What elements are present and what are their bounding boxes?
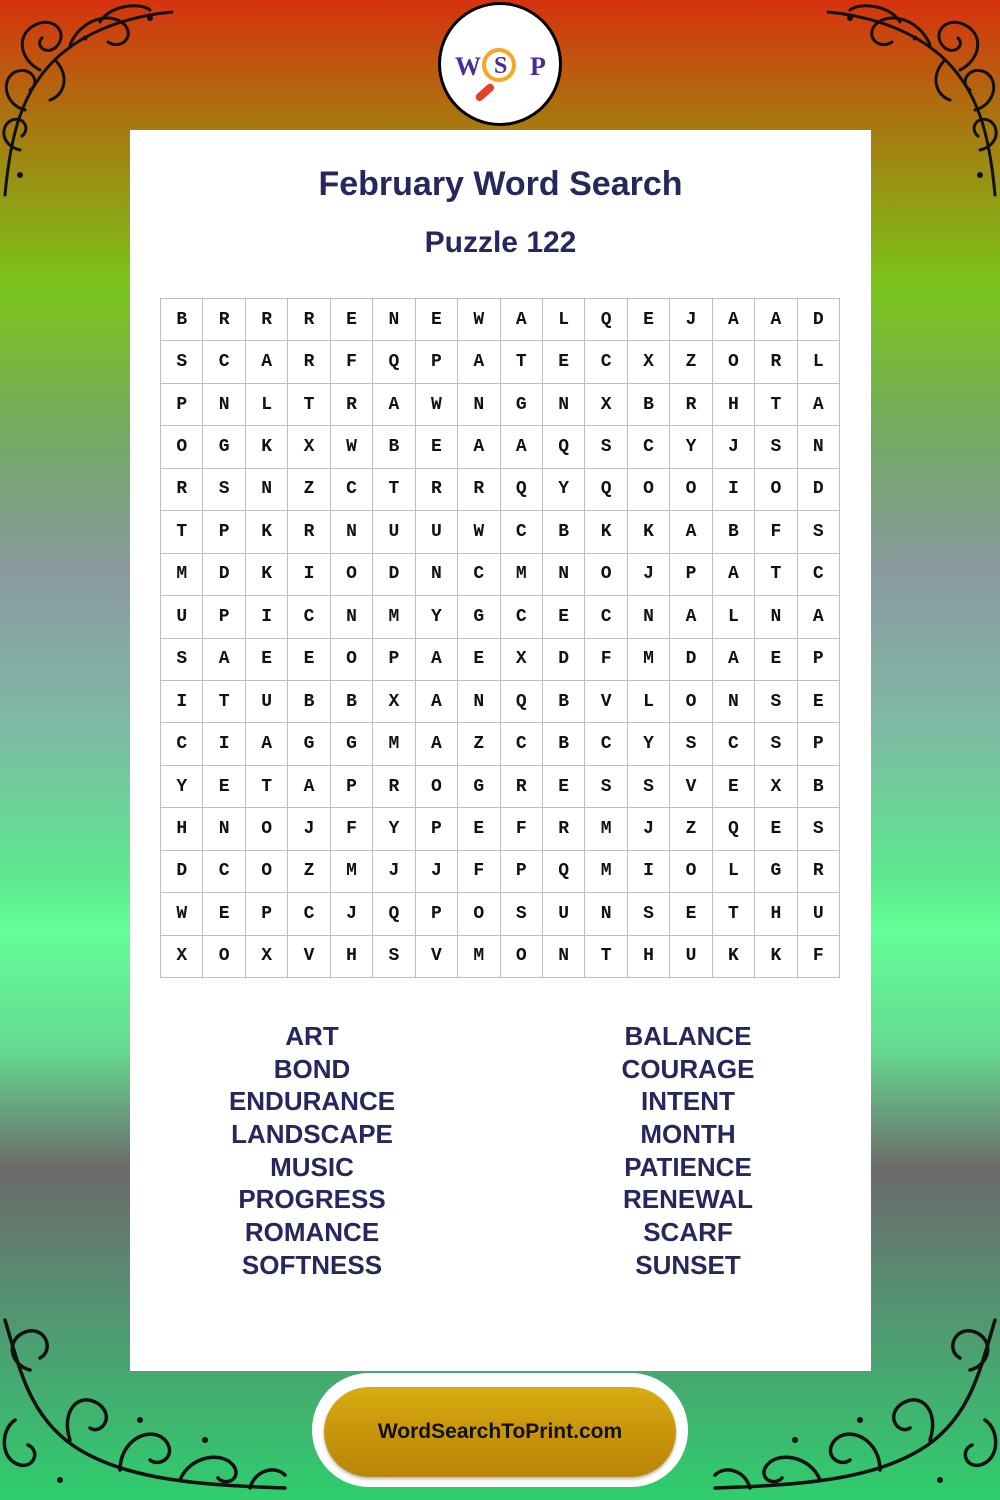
grid-cell[interactable]: B xyxy=(628,384,670,426)
grid-cell[interactable]: L xyxy=(628,681,670,723)
grid-cell[interactable]: D xyxy=(373,554,415,596)
page-title: February Word Search xyxy=(318,165,683,203)
grid-cell[interactable]: Y xyxy=(628,723,670,765)
grid-cell[interactable]: H xyxy=(161,808,203,850)
grid-cell[interactable]: S xyxy=(161,639,203,681)
grid-cell[interactable]: J xyxy=(416,851,458,893)
grid-cell[interactable]: S xyxy=(755,681,797,723)
grid-cell[interactable]: Q xyxy=(585,469,627,511)
grid-cell[interactable]: C xyxy=(161,723,203,765)
grid-cell[interactable]: K xyxy=(246,426,288,468)
grid-cell[interactable]: R xyxy=(373,766,415,808)
word-list-item: PROGRESS xyxy=(238,1184,386,1215)
grid-cell[interactable]: X xyxy=(755,766,797,808)
grid-cell[interactable]: U xyxy=(416,511,458,553)
grid-cell[interactable]: F xyxy=(585,639,627,681)
grid-cell[interactable]: R xyxy=(161,469,203,511)
grid-cell[interactable]: R xyxy=(543,808,585,850)
grid-cell[interactable]: U xyxy=(670,936,712,978)
word-list-item: COURAGE xyxy=(621,1053,755,1084)
grid-cell[interactable]: C xyxy=(203,341,245,383)
grid-cell[interactable]: T xyxy=(585,936,627,978)
grid-cell[interactable]: M xyxy=(331,851,373,893)
grid-cell[interactable]: P xyxy=(416,893,458,935)
word-list-item: BOND xyxy=(273,1053,351,1084)
grid-cell[interactable]: X xyxy=(373,681,415,723)
grid-cell[interactable]: N xyxy=(543,384,585,426)
grid-cell[interactable]: Q xyxy=(501,469,543,511)
grid-cell[interactable]: C xyxy=(288,596,330,638)
grid-cell[interactable]: N xyxy=(203,808,245,850)
grid-cell[interactable]: Z xyxy=(458,723,500,765)
grid-cell[interactable]: R xyxy=(288,341,330,383)
grid-cell[interactable]: E xyxy=(755,808,797,850)
grid-cell[interactable]: A xyxy=(713,554,755,596)
grid-cell[interactable]: S xyxy=(373,936,415,978)
grid-cell[interactable]: D xyxy=(798,469,840,511)
word-list-item: INTENT xyxy=(641,1086,735,1117)
grid-cell[interactable]: G xyxy=(288,723,330,765)
grid-cell[interactable]: X xyxy=(501,639,543,681)
grid-cell[interactable]: J xyxy=(373,851,415,893)
grid-cell[interactable]: A xyxy=(458,426,500,468)
word-list-item: ENDURANCE xyxy=(228,1086,396,1117)
grid-cell[interactable]: J xyxy=(331,893,373,935)
grid-cell[interactable]: S xyxy=(755,723,797,765)
grid-cell[interactable]: V xyxy=(585,681,627,723)
grid-cell[interactable]: O xyxy=(670,851,712,893)
grid-cell[interactable]: A xyxy=(416,723,458,765)
grid-cell[interactable]: Z xyxy=(670,341,712,383)
grid-cell[interactable]: O xyxy=(713,341,755,383)
grid-cell[interactable]: F xyxy=(331,341,373,383)
word-list-item: SCARF xyxy=(643,1217,733,1248)
grid-cell[interactable]: C xyxy=(585,723,627,765)
grid-cell[interactable]: B xyxy=(543,681,585,723)
grid-cell[interactable]: C xyxy=(288,893,330,935)
grid-cell[interactable]: J xyxy=(670,299,712,341)
grid-cell[interactable]: Q xyxy=(713,808,755,850)
logo-inner xyxy=(441,5,559,123)
grid-cell[interactable]: G xyxy=(458,766,500,808)
grid-cell[interactable]: A xyxy=(798,384,840,426)
grid-cell[interactable]: A xyxy=(288,766,330,808)
grid-cell[interactable]: A xyxy=(416,639,458,681)
grid-cell[interactable]: K xyxy=(246,511,288,553)
grid-cell[interactable]: C xyxy=(203,851,245,893)
grid-cell[interactable]: N xyxy=(373,299,415,341)
grid-cell[interactable]: A xyxy=(246,341,288,383)
grid-cell[interactable]: Q xyxy=(373,893,415,935)
grid-cell[interactable]: M xyxy=(628,639,670,681)
grid-cell[interactable]: K xyxy=(713,936,755,978)
grid-cell[interactable]: P xyxy=(161,384,203,426)
grid-cell[interactable]: D xyxy=(798,299,840,341)
grid-cell[interactable]: R xyxy=(501,766,543,808)
grid-cell[interactable]: P xyxy=(246,893,288,935)
grid-cell[interactable]: N xyxy=(585,893,627,935)
grid-cell[interactable]: Y xyxy=(670,426,712,468)
grid-cell[interactable]: M xyxy=(585,851,627,893)
grid-cell[interactable]: E xyxy=(543,341,585,383)
grid-cell[interactable]: C xyxy=(501,511,543,553)
word-list-item: SUNSET xyxy=(635,1249,741,1280)
grid-cell[interactable]: W xyxy=(331,426,373,468)
grid-cell[interactable]: S xyxy=(501,893,543,935)
grid-cell[interactable]: A xyxy=(203,639,245,681)
grid-cell[interactable]: P xyxy=(203,511,245,553)
grid-cell[interactable]: H xyxy=(755,893,797,935)
grid-cell[interactable]: R xyxy=(755,341,797,383)
grid-cell[interactable]: Z xyxy=(670,808,712,850)
grid-cell[interactable]: F xyxy=(755,511,797,553)
grid-cell[interactable]: W xyxy=(416,384,458,426)
grid-cell[interactable]: M xyxy=(458,936,500,978)
grid-cell[interactable]: T xyxy=(161,511,203,553)
grid-cell[interactable]: A xyxy=(755,299,797,341)
grid-cell[interactable]: S xyxy=(755,426,797,468)
grid-cell[interactable]: T xyxy=(288,384,330,426)
grid-cell[interactable]: F xyxy=(458,851,500,893)
grid-cell[interactable]: R xyxy=(670,384,712,426)
grid-cell[interactable]: E xyxy=(798,681,840,723)
grid-cell[interactable]: R xyxy=(331,384,373,426)
grid-cell[interactable]: E xyxy=(458,639,500,681)
grid-cell[interactable]: N xyxy=(628,596,670,638)
grid-cell[interactable]: P xyxy=(670,554,712,596)
grid-cell[interactable]: U xyxy=(161,596,203,638)
grid-cell[interactable]: M xyxy=(373,723,415,765)
grid-cell[interactable]: E xyxy=(331,299,373,341)
grid-cell[interactable]: N xyxy=(798,426,840,468)
grid-cell[interactable]: G xyxy=(501,384,543,426)
grid-cell[interactable]: L xyxy=(543,299,585,341)
wsp-logo[interactable] xyxy=(438,2,562,126)
grid-cell[interactable]: Y xyxy=(543,469,585,511)
grid-cell[interactable]: I xyxy=(628,851,670,893)
grid-cell[interactable]: T xyxy=(755,384,797,426)
grid-cell[interactable]: E xyxy=(246,639,288,681)
grid-cell[interactable]: N xyxy=(755,596,797,638)
grid-cell[interactable]: T xyxy=(755,554,797,596)
grid-cell[interactable]: X xyxy=(628,341,670,383)
grid-cell[interactable]: S xyxy=(798,511,840,553)
grid-cell[interactable]: E xyxy=(416,426,458,468)
grid-cell[interactable]: T xyxy=(713,893,755,935)
grid-cell[interactable]: O xyxy=(670,469,712,511)
grid-cell[interactable]: Y xyxy=(373,808,415,850)
grid-cell[interactable]: O xyxy=(416,766,458,808)
grid-cell[interactable]: J xyxy=(713,426,755,468)
grid-cell[interactable]: A xyxy=(246,723,288,765)
word-list-item: MONTH xyxy=(640,1119,736,1150)
grid-cell[interactable]: R xyxy=(798,851,840,893)
word-list-item: ROMANCE xyxy=(244,1217,380,1248)
grid-cell[interactable]: E xyxy=(713,766,755,808)
grid-cell[interactable]: C xyxy=(458,554,500,596)
grid-cell[interactable]: P xyxy=(798,639,840,681)
grid-cell[interactable]: B xyxy=(798,766,840,808)
logo-letter-w: W xyxy=(455,52,481,81)
grid-cell[interactable]: J xyxy=(288,808,330,850)
grid-cell[interactable]: N xyxy=(331,596,373,638)
grid-cell[interactable]: O xyxy=(670,681,712,723)
grid-cell[interactable]: E xyxy=(416,299,458,341)
grid-cell[interactable]: B xyxy=(543,511,585,553)
grid-cell[interactable]: X xyxy=(288,426,330,468)
logo-letter-p: P xyxy=(530,52,546,81)
grid-cell[interactable]: N xyxy=(713,681,755,723)
grid-cell[interactable]: C xyxy=(798,554,840,596)
grid-cell[interactable]: Q xyxy=(543,426,585,468)
grid-cell[interactable]: Y xyxy=(161,766,203,808)
grid-cell[interactable]: B xyxy=(288,681,330,723)
word-list-item: ART xyxy=(285,1021,339,1051)
grid-cell[interactable]: V xyxy=(670,766,712,808)
grid-cell[interactable]: B xyxy=(331,681,373,723)
grid-cell[interactable]: N xyxy=(543,554,585,596)
grid-cell[interactable]: S xyxy=(798,808,840,850)
grid-cell[interactable]: E xyxy=(458,808,500,850)
grid-cell[interactable]: A xyxy=(416,681,458,723)
grid-cell[interactable]: O xyxy=(755,469,797,511)
grid-cell[interactable]: R xyxy=(203,299,245,341)
grid-cell[interactable]: A xyxy=(501,299,543,341)
grid-cell[interactable]: A xyxy=(670,596,712,638)
grid-cell[interactable]: T xyxy=(373,469,415,511)
grid-cell[interactable]: R xyxy=(246,299,288,341)
grid-cell[interactable]: E xyxy=(288,639,330,681)
grid-cell[interactable]: U xyxy=(543,893,585,935)
grid-cell[interactable]: K xyxy=(246,554,288,596)
grid-cell[interactable]: E xyxy=(543,766,585,808)
grid-cell[interactable]: X xyxy=(161,936,203,978)
grid-cell[interactable]: C xyxy=(585,596,627,638)
grid-cell[interactable]: R xyxy=(416,469,458,511)
grid-cell[interactable]: I xyxy=(203,723,245,765)
grid-cell[interactable]: S xyxy=(203,469,245,511)
grid-cell[interactable]: O xyxy=(628,469,670,511)
grid-cell[interactable]: C xyxy=(501,723,543,765)
grid-cell[interactable]: Q xyxy=(373,341,415,383)
grid-cell[interactable]: A xyxy=(713,639,755,681)
grid-cell[interactable]: A xyxy=(373,384,415,426)
grid-cell[interactable]: N xyxy=(458,681,500,723)
grid-cell[interactable]: W xyxy=(458,299,500,341)
website-link-button[interactable]: WordSearchToPrint.com xyxy=(324,1387,676,1477)
grid-cell[interactable]: D xyxy=(670,639,712,681)
grid-cell[interactable]: P xyxy=(373,639,415,681)
grid-cell[interactable]: E xyxy=(670,893,712,935)
grid-cell[interactable]: V xyxy=(288,936,330,978)
grid-cell[interactable]: C xyxy=(713,723,755,765)
footer-button-frame xyxy=(312,1373,688,1487)
grid-cell[interactable]: B xyxy=(713,511,755,553)
grid-cell[interactable]: P xyxy=(798,723,840,765)
grid-cell[interactable]: N xyxy=(416,554,458,596)
grid-cell[interactable]: R xyxy=(288,511,330,553)
grid-cell[interactable]: A xyxy=(458,341,500,383)
grid-cell[interactable]: Z xyxy=(288,851,330,893)
grid-cell[interactable]: V xyxy=(416,936,458,978)
grid-cell[interactable]: I xyxy=(288,554,330,596)
grid-cell[interactable]: S xyxy=(585,426,627,468)
word-list-item: MUSIC xyxy=(270,1151,354,1182)
grid-cell[interactable]: B xyxy=(543,723,585,765)
grid-cell[interactable]: F xyxy=(798,936,840,978)
grid-cell[interactable]: M xyxy=(161,554,203,596)
grid-cell[interactable]: H xyxy=(713,384,755,426)
grid-cell[interactable]: K xyxy=(628,511,670,553)
grid-cell[interactable]: O xyxy=(246,851,288,893)
grid-cell[interactable]: T xyxy=(246,766,288,808)
grid-cell[interactable]: E xyxy=(628,299,670,341)
grid-cell[interactable]: S xyxy=(628,893,670,935)
grid-cell[interactable]: D xyxy=(161,851,203,893)
grid-cell[interactable]: A xyxy=(501,426,543,468)
grid-cell[interactable]: S xyxy=(670,723,712,765)
grid-cell[interactable]: W xyxy=(458,511,500,553)
word-list-right xyxy=(538,1020,838,1282)
grid-cell[interactable]: O xyxy=(458,893,500,935)
grid-cell[interactable]: T xyxy=(501,341,543,383)
grid-cell[interactable]: F xyxy=(501,808,543,850)
grid-cell[interactable]: E xyxy=(755,639,797,681)
grid-cell[interactable]: L xyxy=(798,341,840,383)
word-list-item: SOFTNESS xyxy=(241,1249,383,1280)
word-list-item: BALANCE xyxy=(624,1021,752,1051)
grid-cell[interactable]: O xyxy=(501,936,543,978)
grid-cell[interactable]: Z xyxy=(288,469,330,511)
grid-cell[interactable]: K xyxy=(585,511,627,553)
grid-cell[interactable]: E xyxy=(203,766,245,808)
grid-cell[interactable]: O xyxy=(203,936,245,978)
grid-cell[interactable]: L xyxy=(713,596,755,638)
grid-cell[interactable]: K xyxy=(755,936,797,978)
grid-cell[interactable]: G xyxy=(331,723,373,765)
grid-cell[interactable]: F xyxy=(331,808,373,850)
grid-cell[interactable]: B xyxy=(161,299,203,341)
grid-cell[interactable]: W xyxy=(161,893,203,935)
grid-cell[interactable]: I xyxy=(161,681,203,723)
grid-cell[interactable]: P xyxy=(203,596,245,638)
grid-cell[interactable]: G xyxy=(203,426,245,468)
grid-cell[interactable]: S xyxy=(628,766,670,808)
letter-grid[interactable] xyxy=(160,298,840,978)
grid-cell[interactable]: N xyxy=(458,384,500,426)
grid-cell[interactable]: Q xyxy=(501,681,543,723)
logo-letter-s: S xyxy=(494,53,508,79)
grid-cell[interactable]: E xyxy=(543,596,585,638)
grid-cell[interactable]: M xyxy=(501,554,543,596)
grid-cell[interactable]: I xyxy=(246,596,288,638)
grid-cell[interactable]: B xyxy=(373,426,415,468)
grid-cell[interactable]: U xyxy=(373,511,415,553)
grid-cell[interactable]: C xyxy=(331,469,373,511)
grid-cell[interactable]: P xyxy=(501,851,543,893)
grid-cell[interactable]: O xyxy=(161,426,203,468)
grid-cell[interactable]: C xyxy=(628,426,670,468)
grid-cell[interactable]: J xyxy=(628,554,670,596)
word-list-item: PATIENCE xyxy=(624,1151,752,1182)
grid-cell[interactable]: A xyxy=(713,299,755,341)
grid-cell[interactable]: Q xyxy=(543,851,585,893)
grid-cell[interactable]: C xyxy=(501,596,543,638)
grid-cell[interactable]: O xyxy=(331,554,373,596)
grid-cell[interactable]: G xyxy=(458,596,500,638)
grid-cell[interactable]: C xyxy=(585,341,627,383)
grid-cell[interactable]: D xyxy=(543,639,585,681)
grid-cell[interactable]: L xyxy=(713,851,755,893)
grid-cell[interactable]: G xyxy=(755,851,797,893)
grid-cell[interactable]: R xyxy=(458,469,500,511)
grid-cell[interactable]: T xyxy=(203,681,245,723)
grid-cell[interactable]: O xyxy=(585,554,627,596)
grid-cell[interactable]: N xyxy=(246,469,288,511)
grid-cell[interactable]: N xyxy=(203,384,245,426)
grid-cell[interactable]: O xyxy=(331,639,373,681)
grid-cell[interactable]: H xyxy=(628,936,670,978)
grid-cell[interactable]: N xyxy=(331,511,373,553)
grid-cell[interactable]: S xyxy=(585,766,627,808)
grid-cell[interactable]: I xyxy=(713,469,755,511)
grid-cell[interactable]: E xyxy=(203,893,245,935)
grid-cell[interactable]: J xyxy=(628,808,670,850)
grid-cell[interactable]: Q xyxy=(585,299,627,341)
grid-cell[interactable]: A xyxy=(670,511,712,553)
grid-cell[interactable]: L xyxy=(246,384,288,426)
grid-cell[interactable]: P xyxy=(416,341,458,383)
grid-cell[interactable]: R xyxy=(288,299,330,341)
grid-cell[interactable]: Y xyxy=(416,596,458,638)
grid-cell[interactable]: M xyxy=(585,808,627,850)
word-list-left xyxy=(162,1020,462,1282)
grid-cell[interactable]: N xyxy=(543,936,585,978)
grid-cell[interactable]: U xyxy=(246,681,288,723)
grid-cell[interactable]: H xyxy=(331,936,373,978)
grid-cell[interactable]: P xyxy=(331,766,373,808)
grid-cell[interactable]: X xyxy=(585,384,627,426)
grid-cell[interactable]: D xyxy=(203,554,245,596)
grid-cell[interactable]: X xyxy=(246,936,288,978)
grid-cell[interactable]: U xyxy=(798,893,840,935)
puzzle-number: Puzzle 122 xyxy=(424,226,577,259)
word-list-item: RENEWAL xyxy=(623,1184,753,1215)
grid-cell[interactable]: P xyxy=(416,808,458,850)
word-list-item: LANDSCAPE xyxy=(231,1119,393,1150)
grid-cell[interactable]: O xyxy=(246,808,288,850)
grid-cell[interactable]: A xyxy=(798,596,840,638)
magnifier-handle xyxy=(474,82,496,103)
grid-cell[interactable]: S xyxy=(161,341,203,383)
grid-cell[interactable]: M xyxy=(373,596,415,638)
